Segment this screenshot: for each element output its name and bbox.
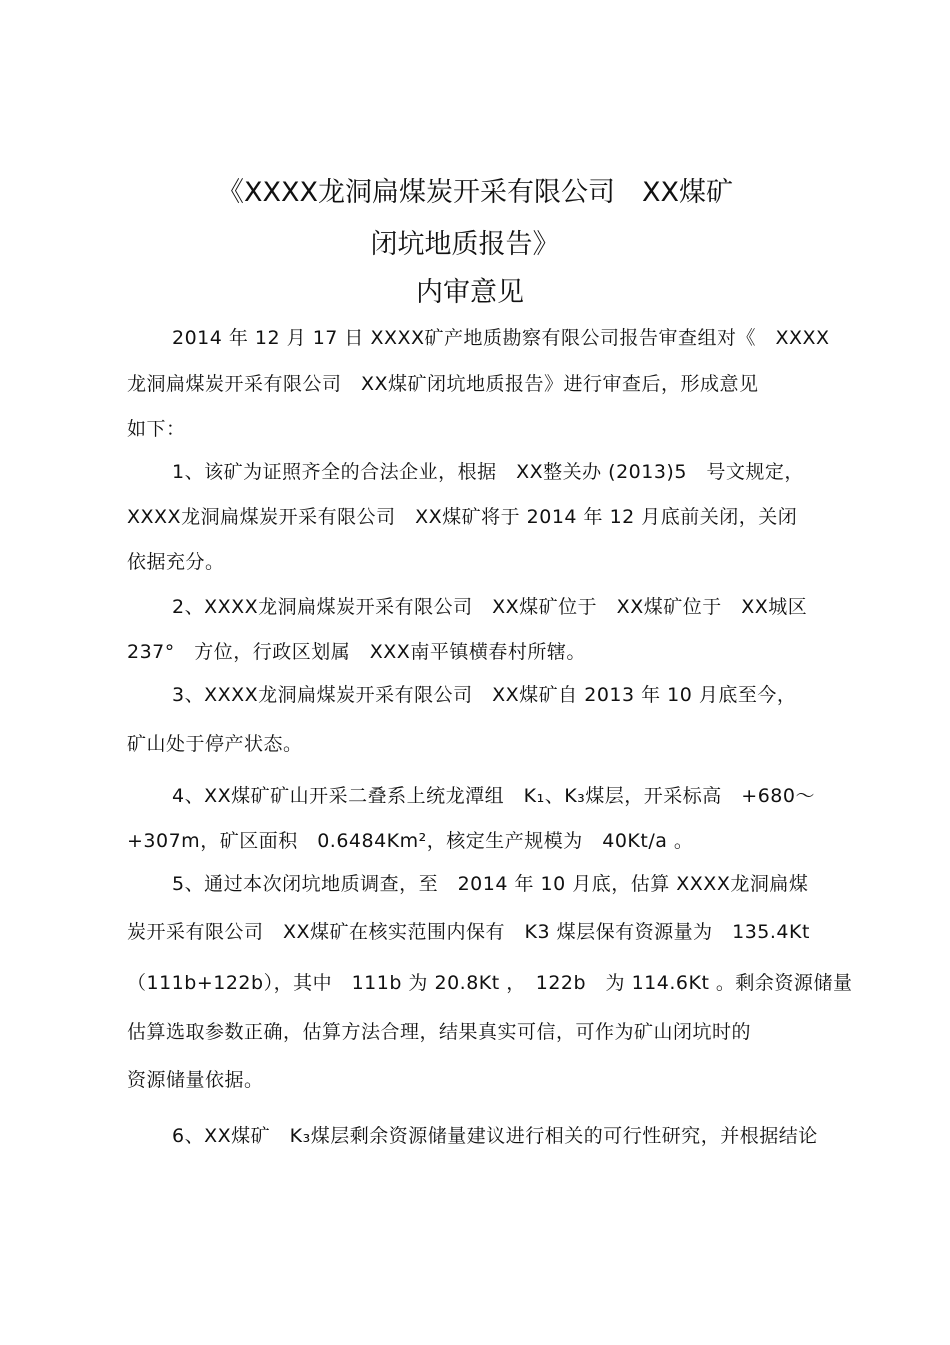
paragraph-item-5-line: 5、通过本次闭坑地质调查，至 2014 年 10 月底，估算 XXXX龙洞扁煤 xyxy=(172,873,809,895)
document-title-line1: 《XXXX龙洞扁煤炭开采有限公司 XX煤矿 xyxy=(217,177,733,208)
paragraph-item-4-line: 4、XX煤矿矿山开采二叠系上统龙潭组 K₁、K₃煤层，开采标高 +680～ xyxy=(172,785,815,807)
paragraph-item-2-line: 2、XXXX龙洞扁煤炭开采有限公司 XX煤矿位于 XX煤矿位于 XX城区 xyxy=(172,596,808,618)
paragraph-item-1-line: 依据充分。 xyxy=(127,551,225,573)
paragraph-intro-line: 龙洞扁煤炭开采有限公司 XX煤矿闭坑地质报告》进行审查后，形成意见 xyxy=(127,373,759,395)
document-subtitle: 内审意见 xyxy=(416,277,524,308)
paragraph-item-6-line: 6、XX煤矿 K₃煤层剩余资源储量建议进行相关的可行性研究，并根据结论 xyxy=(172,1125,818,1147)
paragraph-item-3-line: 矿山处于停产状态。 xyxy=(127,733,303,755)
paragraph-item-1-line: XXXX龙洞扁煤炭开采有限公司 XX煤矿将于 2014 年 12 月底前关闭，关闭 xyxy=(127,506,798,528)
paragraph-intro-line: 2014 年 12 月 17 日 XXXX矿产地质勘察有限公司报告审查组对《 XXXX xyxy=(172,327,830,349)
paragraph-item-5-line: 资源储量依据。 xyxy=(127,1069,264,1091)
paragraph-item-5-line: 估算选取参数正确，估算方法合理，结果真实可信，可作为矿山闭坑时的 xyxy=(127,1021,752,1043)
paragraph-item-1-line: 1、该矿为证照齐全的合法企业，根据 XX整关办 (2013)5 号文规定， xyxy=(172,461,804,483)
paragraph-intro-line: 如下： xyxy=(127,418,186,440)
paragraph-item-5-line: 炭开采有限公司 XX煤矿在核实范围内保有 K3 煤层保有资源量为 135.4Kt xyxy=(127,921,810,943)
paragraph-item-2-line: 237° 方位，行政区划属 XXX南平镇横春村所辖。 xyxy=(127,641,586,663)
paragraph-item-3-line: 3、XXXX龙洞扁煤炭开采有限公司 XX煤矿自 2013 年 10 月底至今， xyxy=(172,684,797,706)
paragraph-item-4-line: +307m，矿区面积 0.6484Km²，核定生产规模为 40Kt/a 。 xyxy=(127,830,694,852)
paragraph-item-5-line: （111b+122b），其中 111b 为 20.8Kt ， 122b 为 114.6Kt 。剩余资源储量 xyxy=(127,972,853,994)
document-title-line2: 闭坑地质报告》 xyxy=(370,229,560,260)
